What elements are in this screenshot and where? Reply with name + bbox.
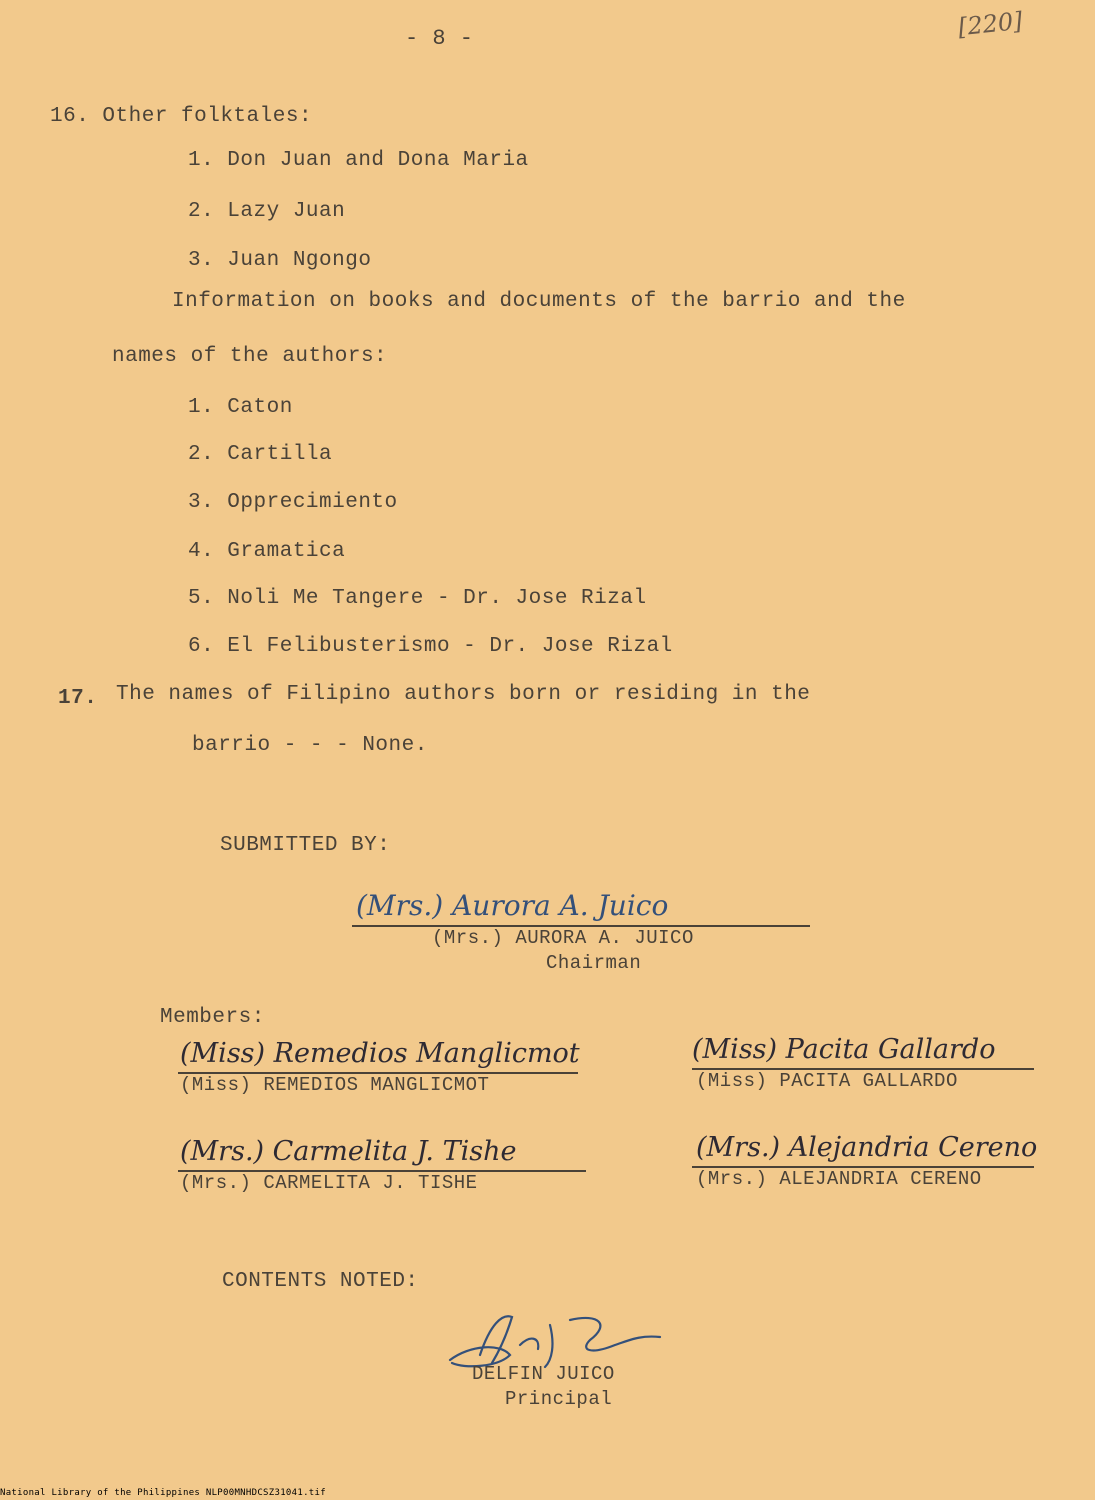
book-item: 1. Caton	[188, 396, 293, 419]
book-item: 6. El Felibusterismo - Dr. Jose Rizal	[188, 635, 673, 658]
book-item: 5. Noli Me Tangere - Dr. Jose Rizal	[188, 587, 647, 610]
principal-name: DELFIN JUICO	[472, 1363, 615, 1385]
chairman-name: (Mrs.) AURORA A. JUICO	[432, 927, 694, 949]
chairman-title: Chairman	[546, 952, 642, 974]
member-name: (Miss) REMEDIOS MANGLICMOT	[180, 1074, 490, 1096]
folktale-item: 2. Lazy Juan	[188, 200, 346, 223]
folktale-item: 3. Juan Ngongo	[188, 249, 372, 272]
member-name: (Miss) PACITA GALLARDO	[696, 1070, 958, 1092]
chairman-signature: (Mrs.) Aurora A. Juico	[356, 889, 669, 922]
member-name: (Mrs.) CARMELITA J. TISHE	[180, 1172, 478, 1194]
member-signature: (Mrs.) Alejandria Cereno	[696, 1132, 1038, 1163]
member-name: (Mrs.) ALEJANDRIA CERENO	[696, 1168, 982, 1190]
member-signature: (Mrs.) Carmelita J. Tishe	[180, 1136, 517, 1167]
books-intro-line2: names of the authors:	[112, 345, 388, 368]
contents-noted-label: CONTENTS NOTED:	[222, 1270, 419, 1293]
books-intro-line1: Information on books and documents of the barrio and the	[172, 290, 906, 313]
principal-title: Principal	[505, 1388, 613, 1410]
member-signature: (Miss) Pacita Gallardo	[692, 1034, 996, 1065]
submitted-by-label: SUBMITTED BY:	[220, 834, 391, 857]
footer-credit: National Library of the Philippines NLP00MNHDCSZ31041.tif	[0, 1488, 326, 1498]
section-16-heading: 16. Other folktales:	[50, 105, 313, 128]
book-item: 4. Gramatica	[188, 540, 346, 563]
section-17-line1: The names of Filipino authors born or residing in the	[116, 683, 811, 706]
section-17-number: 17.	[58, 687, 98, 710]
section-17-line2: barrio - - - None.	[192, 734, 428, 757]
members-label: Members:	[160, 1006, 265, 1029]
folktale-item: 1. Don Juan and Dona Maria	[188, 149, 529, 172]
member-signature: (Miss) Remedios Manglicmot	[180, 1038, 580, 1069]
book-item: 2. Cartilla	[188, 443, 333, 466]
archive-number: [220]	[956, 6, 1024, 42]
book-item: 3. Opprecimiento	[188, 491, 398, 514]
page-number: - 8 -	[405, 26, 474, 51]
